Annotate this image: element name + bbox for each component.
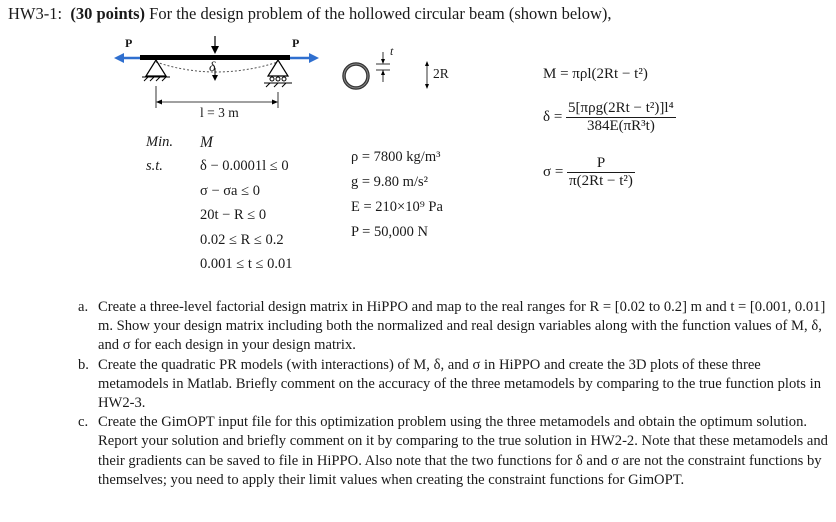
deflection-denominator: 384E(πR³t) bbox=[586, 118, 655, 134]
task-text: Create the quadratic PR models (with interactions) of M, δ, and σ in HiPPO and create the 3D plots of these three metamodels in Matlab. Briefly comment on the accuracy of the three metamodels by comparing to the true function plots in HW2-3. bbox=[98, 356, 821, 412]
min-label: Min. bbox=[146, 134, 173, 150]
deflection-lhs: δ = bbox=[543, 109, 563, 125]
problem-number: HW3-1: bbox=[8, 4, 63, 23]
deflection-label: δ bbox=[209, 60, 216, 75]
length-label: l = 3 m bbox=[200, 105, 239, 120]
task-marker: a. bbox=[78, 299, 89, 315]
task-list bbox=[78, 298, 830, 490]
stress-fraction bbox=[567, 155, 635, 190]
stress-numerator: P bbox=[567, 155, 635, 173]
task-item bbox=[78, 298, 830, 356]
constraint-thickness: 20t − R ≤ 0 bbox=[200, 207, 267, 223]
task-item bbox=[78, 356, 830, 414]
problem-statement: For the design problem of the hollowed circular beam (shown below), bbox=[149, 4, 612, 23]
left-support bbox=[142, 60, 170, 81]
left-load-arrow bbox=[114, 53, 140, 63]
bound-thickness: 0.001 ≤ t ≤ 0.01 bbox=[200, 256, 293, 272]
formula-deflection bbox=[543, 100, 676, 135]
deflection-fraction bbox=[566, 100, 676, 135]
param-density: ρ = 7800 kg/m³ bbox=[351, 149, 441, 165]
right-support bbox=[264, 60, 292, 87]
formula-stress bbox=[543, 155, 635, 190]
right-load-arrow bbox=[290, 53, 319, 63]
param-load: P = 50,000 N bbox=[351, 224, 428, 240]
st-label: s.t. bbox=[146, 158, 163, 174]
deflection-numerator: 5[πρg(2Rt − t²)]l⁴ bbox=[568, 100, 674, 116]
task-text: Create the GimOPT input file for this optimization problem using the three metamodels and obtain the optimum solution. Report your solution and briefly comment on it by comparing to the true solution in HW2-2. Note that these metamodels and their gradients can be saved to file in HiPPO. Also note that the two functions for δ and σ are not the constraint functions by themselves; you need to apply their limit values when creating the constraint functions for GimOPT. bbox=[98, 414, 828, 488]
problem-title bbox=[8, 4, 612, 24]
right-load-label: P bbox=[292, 36, 300, 50]
bound-radius: 0.02 ≤ R ≤ 0.2 bbox=[200, 232, 284, 248]
param-gravity: g = 9.80 m/s² bbox=[351, 174, 428, 190]
formula-mass: M = πρl(2Rt − t²) bbox=[543, 66, 648, 82]
task-marker: c. bbox=[78, 414, 89, 431]
points-label: (30 points) bbox=[70, 4, 146, 23]
task-item bbox=[78, 413, 830, 490]
diameter-label: 2R bbox=[433, 66, 449, 81]
task-marker: b. bbox=[78, 356, 89, 373]
constraint-stress: σ − σa ≤ 0 bbox=[200, 183, 260, 199]
thickness-label: t bbox=[390, 44, 394, 58]
stress-denominator: π(2Rt − t²) bbox=[569, 173, 633, 189]
task-text: Create a three-level factorial design matrix in HiPPO and map to the real ranges for R = [0.02 to 0.2] m and t = [0.001, 0.01] m. Show your design matrix including both the normalized and real design variables along with the function values of M, δ, and σ for each design in your design matrix. bbox=[98, 299, 826, 354]
stress-lhs: σ = bbox=[543, 164, 564, 180]
constraint-deflection: δ − 0.0001l ≤ 0 bbox=[200, 158, 289, 174]
objective: M bbox=[200, 134, 213, 151]
param-modulus: E = 210×10⁹ Pa bbox=[351, 199, 443, 215]
left-load-label: P bbox=[125, 36, 133, 50]
